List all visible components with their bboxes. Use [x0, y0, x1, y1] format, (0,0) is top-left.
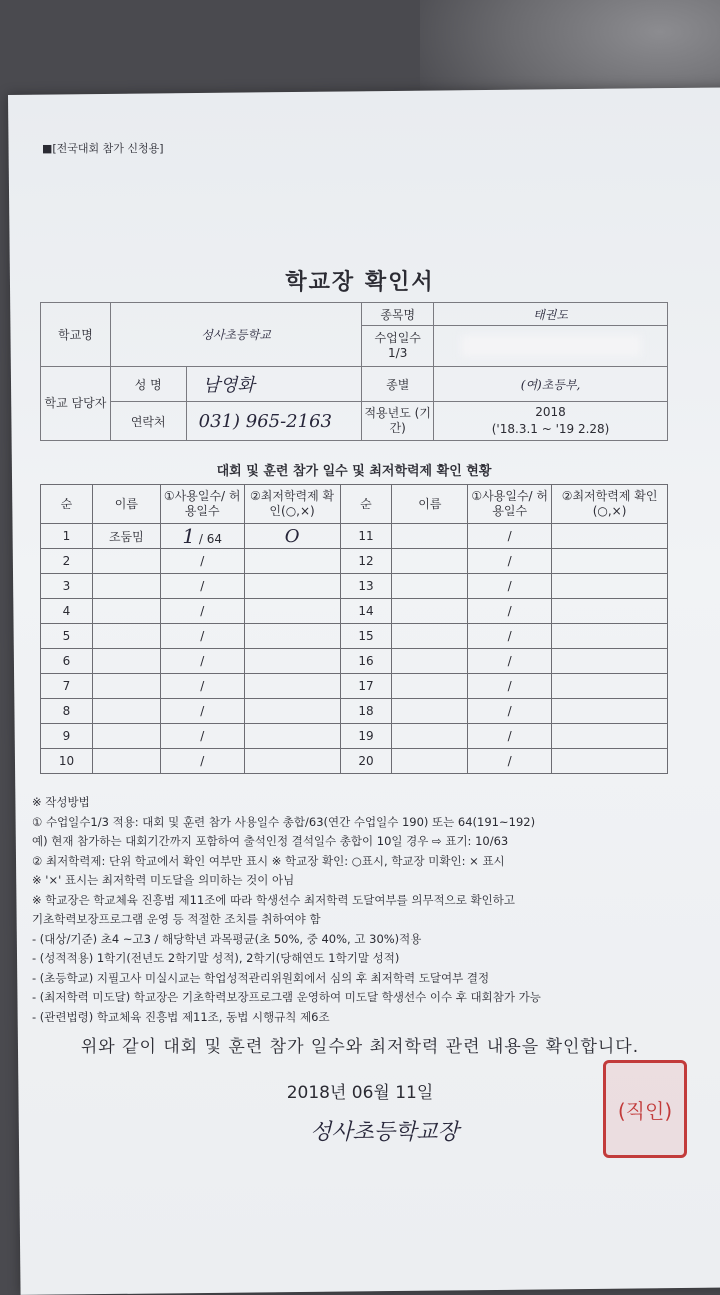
days-value-redacted — [434, 326, 668, 367]
table-row — [41, 524, 668, 549]
table-row — [41, 549, 668, 574]
row-check — [552, 749, 668, 774]
row-check — [552, 549, 668, 574]
row-days: / — [160, 549, 244, 574]
row-days: / — [468, 624, 552, 649]
row-check — [552, 649, 668, 674]
row-name — [92, 699, 160, 724]
row-name — [392, 549, 468, 574]
header-name: 이름 — [92, 485, 160, 524]
year-value: 2018 — [535, 405, 566, 419]
row-check — [244, 674, 340, 699]
row-seq: 4 — [41, 599, 93, 624]
header-days: ①사용일수/ 허용일수 — [160, 485, 244, 524]
note-line: 기초학력보장프로그램 운영 등 적절한 조치를 취하여야 함 — [32, 912, 321, 926]
note-line: ※ '×' 표시는 최저학력 미도달을 의미하는 것이 아님 — [32, 873, 295, 887]
year-label: 적용년도 (기간) — [362, 402, 434, 441]
table-row — [41, 674, 668, 699]
note-line: ※ 학교장은 학교체육 진흥법 제11조에 따라 학생선수 최저학력 도달여부를 의무적으로 확인하고 — [32, 892, 515, 907]
row-name — [392, 649, 468, 674]
row-days: / — [468, 574, 552, 599]
note-line: - (성적적용) 1학기(전년도 2학기말 성적), 2학기(당해연도 1학기말 성적) — [32, 951, 400, 965]
row-name — [392, 574, 468, 599]
row-days: / — [468, 674, 552, 699]
header-name: 이름 — [392, 485, 468, 524]
header-days: ①사용일수/ 허용일수 — [468, 485, 552, 524]
row-days: / — [160, 649, 244, 674]
info-table — [40, 302, 668, 441]
row-days: / — [468, 699, 552, 724]
name-label: 성 명 — [110, 367, 186, 402]
row-check — [244, 599, 340, 624]
official-seal-stamp: (직인) — [603, 1060, 687, 1158]
days-label: 수업일수 1/3 — [362, 326, 434, 367]
row-seq: 19 — [340, 724, 392, 749]
row-check — [244, 749, 340, 774]
year-cell — [434, 402, 668, 441]
row-days: / — [160, 724, 244, 749]
note-line: 예) 현재 참가하는 대회기간까지 포함하여 출석인정 결석일수 총합이 10일 경우 ⇨ 표기: 10/63 — [32, 834, 509, 848]
event-label: 종목명 — [362, 303, 434, 326]
row-days: / — [468, 749, 552, 774]
row-days: / — [468, 599, 552, 624]
table-row — [41, 724, 668, 749]
table-row — [41, 699, 668, 724]
row-name — [92, 649, 160, 674]
row-name: 조둠밈 — [92, 524, 160, 549]
row-seq: 1 — [41, 524, 93, 549]
row-check — [244, 724, 340, 749]
table-row — [41, 574, 668, 599]
period-value: ('18.3.1 ~ '19 2.28) — [491, 422, 610, 436]
row-seq: 8 — [41, 699, 93, 724]
row-name — [392, 699, 468, 724]
row-name — [92, 574, 160, 599]
row-check — [552, 699, 668, 724]
row-seq: 13 — [340, 574, 392, 599]
row-name — [392, 599, 468, 624]
row-check: O — [244, 524, 340, 549]
school-label: 학교명 — [41, 303, 111, 367]
row-seq: 2 — [41, 549, 93, 574]
row-check — [244, 574, 340, 599]
table-row — [41, 624, 668, 649]
row-check — [552, 599, 668, 624]
allowed-days: / 64 — [198, 532, 223, 546]
row-name — [392, 624, 468, 649]
row-seq: 20 — [340, 749, 392, 774]
row-check — [244, 649, 340, 674]
row-seq: 5 — [41, 624, 93, 649]
note-line: - (초등학교) 지필고사 미실시교는 학업성적관리위원회에서 심의 후 최저학력 도달여부 결정 — [32, 970, 490, 985]
row-name — [92, 549, 160, 574]
row-name — [92, 749, 160, 774]
row-check — [552, 624, 668, 649]
row-check — [244, 699, 340, 724]
confirmation-text: 위와 같이 대회 및 훈련 참가 일수와 최저학력 관련 내용을 확인합니다. — [80, 1037, 640, 1057]
row-name — [92, 624, 160, 649]
row-days: / — [160, 574, 244, 599]
header-seq: 순 — [41, 485, 93, 524]
category-value: (여)초등부, — [434, 367, 668, 402]
row-seq: 17 — [340, 674, 392, 699]
row-days: / — [468, 649, 552, 674]
header-check: ②최저학력제 확인(○,×) — [552, 485, 668, 524]
note-line: ① 수업일수1/3 적용: 대회 및 훈련 참가 사용일수 총합/63(연간 수업일수 190) 또는 64(191~192) — [32, 814, 536, 829]
row-check — [552, 674, 668, 699]
row-days: / — [468, 549, 552, 574]
row-seq: 14 — [340, 599, 392, 624]
row-name — [92, 724, 160, 749]
note-line: ※ 작성방법 — [32, 795, 90, 809]
row-check — [244, 624, 340, 649]
row-days: / — [160, 599, 244, 624]
row-days — [160, 524, 244, 549]
row-seq: 7 — [41, 674, 93, 699]
row-seq: 11 — [340, 524, 392, 549]
phone-label: 연락처 — [110, 402, 186, 441]
header-check: ②최저학력제 확인(○,×) — [244, 485, 340, 524]
row-name — [392, 524, 468, 549]
row-days: / — [160, 699, 244, 724]
note-line: - (관련법령) 학교체육 진흥법 제11조, 동법 시행규칙 제6조 — [32, 1009, 330, 1024]
contact-person-label: 학교 담당자 — [41, 367, 111, 441]
document-title: 학교장 확인서 — [285, 270, 435, 295]
row-name — [392, 749, 468, 774]
row-name — [392, 674, 468, 699]
category-label: 종별 — [362, 367, 434, 402]
row-seq: 18 — [340, 699, 392, 724]
row-check — [244, 549, 340, 574]
row-name — [92, 674, 160, 699]
row-seq: 3 — [41, 574, 93, 599]
issue-date: 2018년 06월 11일 — [286, 1083, 434, 1103]
note-line: - (최저학력 미도달) 학교장은 기초학력보장프로그램 운영하여 미도달 학생선수 이수 후 대회참가 가능 — [32, 990, 541, 1004]
used-days: 1 — [182, 524, 196, 548]
instructions-block — [32, 793, 682, 1027]
note-line: - (대상/기준) 초4 ~고3 / 해당학년 과목평균(초 50%, 중 40%, 고 30%)적용 — [32, 931, 422, 946]
table-row — [41, 749, 668, 774]
event-value: 태권도 — [434, 303, 668, 326]
participation-table — [40, 484, 668, 774]
row-days: / — [468, 524, 552, 549]
table-subtitle: 대회 및 훈련 참가 일수 및 최저학력제 확인 현황 — [216, 464, 492, 479]
table-row — [41, 649, 668, 674]
row-days: / — [160, 624, 244, 649]
row-days: / — [160, 749, 244, 774]
header-seq: 순 — [340, 485, 392, 524]
row-name — [92, 599, 160, 624]
row-days: / — [468, 724, 552, 749]
header-tag: ■[전국대회 참가 신청용] — [42, 142, 164, 155]
row-days: / — [160, 674, 244, 699]
row-seq: 12 — [340, 549, 392, 574]
row-seq: 10 — [41, 749, 93, 774]
table-row — [41, 599, 668, 624]
phone-value: 031) 965-2163 — [186, 402, 362, 441]
school-value: 성사초등학교 — [110, 303, 361, 367]
name-value: 남영화 — [186, 367, 362, 402]
table-header-row — [41, 485, 668, 524]
row-check — [552, 524, 668, 549]
row-seq: 6 — [41, 649, 93, 674]
row-check — [552, 724, 668, 749]
row-seq: 9 — [41, 724, 93, 749]
row-seq: 16 — [340, 649, 392, 674]
principal-signature: 성사초등학교장 — [310, 1120, 459, 1145]
row-check — [552, 574, 668, 599]
row-name — [392, 724, 468, 749]
note-line: ② 최저학력제: 단위 학교에서 확인 여부만 표시 ※ 학교장 확인: ○표시, 학교장 미확인: × 표시 — [32, 853, 505, 868]
row-seq: 15 — [340, 624, 392, 649]
